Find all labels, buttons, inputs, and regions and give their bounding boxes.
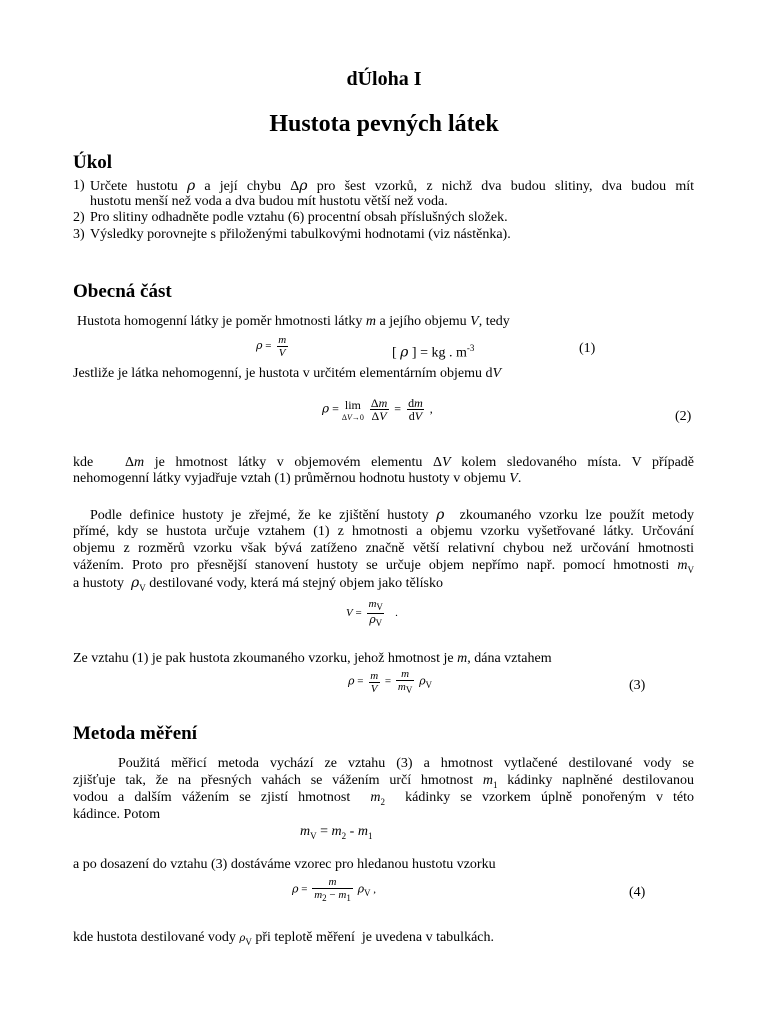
formula-water-mass: $m_V = m_2 - m_1$ [300, 824, 373, 841]
list-item-number: 1) [73, 178, 85, 193]
list-item: Pro slitiny odhadněte podle vztahu (6) procentní obsah příslušných složek. [90, 210, 508, 225]
paragraph: Použitá měřicí metoda vychází ze vztahu (3) a hmotnost vytlačené destilované vody se [118, 756, 694, 771]
paragraph: kádince. Potom [73, 807, 161, 822]
list-item: Výsledky porovnejte s přiloženými tabulkovými hodnotami (viz nástěnka). [90, 227, 511, 242]
section-heading-obecna: Obecná část [73, 281, 172, 302]
page-title: Hustota pevných látek [269, 111, 499, 137]
list-item: Určete hustotu ρ a její chybu Δρ pro šest vzorků, z nichž dva budou slitiny, dva budou mít [90, 178, 694, 194]
paragraph: kde Δm je hmotnost látky v objemovém elementu ΔV kolem sledovaného místa. V případě [73, 455, 695, 470]
paragraph: Hustota homogenní látky je poměr hmotnosti látky m a jejího objemu V, tedy [77, 314, 510, 329]
paragraph: a hustoty $\rho_V$ destilované vody, která má stejný objem jako tělísko [73, 575, 443, 593]
formula-density-ratio: ρ = $\frac{m}{V}$ = $\frac{m}{m_V}$ $\rho_V$ [348, 668, 433, 696]
section-heading-metoda: Metoda měření [73, 723, 197, 744]
formula-volume: V = $\frac{m_V}{\rho_V}$ . [346, 598, 398, 629]
section-heading-ukol: Úkol [73, 152, 113, 173]
equation-number: (2) [675, 409, 692, 424]
list-item-continuation: hustotu menší než voda a dva budou mít hustotu větší než voda. [90, 194, 448, 209]
paragraph: nehomogenní látky vyjadřuje vztah (1) průměrnou hodnotu hustoty v objemu V. [73, 471, 522, 486]
list-item-number: 2) [73, 210, 85, 225]
paragraph: Ze vztahu (1) je pak hustota zkoumaného vzorku, jehož hmotnost je m, dána vztahem [73, 651, 552, 666]
formula-density: ρ = $\frac{m}{V}$ [256, 334, 287, 359]
paragraph: vodou a dalším vážením se zjistí hmotnost $m_2$ kádinky se vzorkem úplně ponořeným v této [73, 790, 695, 807]
paragraph: zjišťuje tak, že na přesných vahách se vážením určí hmotnost $m_1$ kádinky naplněné destilovanou [73, 773, 695, 790]
paragraph: Podle definice hustoty je zřejmé, že ke zjištění hustoty ρ zkoumaného vzorku lze použít metody [90, 507, 694, 523]
equation-number: (3) [629, 678, 646, 693]
formula-limit: ρ = lim ΔV→0 $\frac{\Delta m}{\Delta V}$ = $\frac{dm}{dV}$ , [322, 396, 433, 423]
formula-final: ρ = $\frac{m}{m_2 - m_1}$ $\rho_V$ , [292, 876, 377, 904]
equation-number: (4) [629, 885, 646, 900]
paragraph: Jestliže je látka nehomogenní, je hustota v určitém elementárním objemu dV [73, 366, 502, 381]
equation-number: (1) [579, 341, 596, 356]
paragraph: kde hustota destilované vody $\rho_V$ při teplotě měření je uvedena v tabulkách. [73, 930, 494, 947]
paragraph: vážením. Proto pro přesnější stanovení hustoty se určuje objem nepřímo např. pomocí hmotnosti $m_V$ [73, 558, 694, 575]
paragraph: a po dosazení do vztahu (3) dostáváme vzorec pro hledanou hustotu vzorku [73, 857, 496, 872]
list-item-number: 3) [73, 227, 85, 242]
paragraph: objemu z rozměrů vzorku však bývá zatíženo značně větší relativní chybou než určování hmotnosti [73, 541, 694, 556]
paragraph: přímé, kdy se hustota určuje vztahem (1) z hmotnosti a objemu vzorku vyšetřované látky. Určování [73, 524, 694, 539]
unit-formula: [ ρ ] = kg . $m^{-3}$ [392, 343, 475, 361]
document-label: dÚloha I [346, 68, 422, 90]
